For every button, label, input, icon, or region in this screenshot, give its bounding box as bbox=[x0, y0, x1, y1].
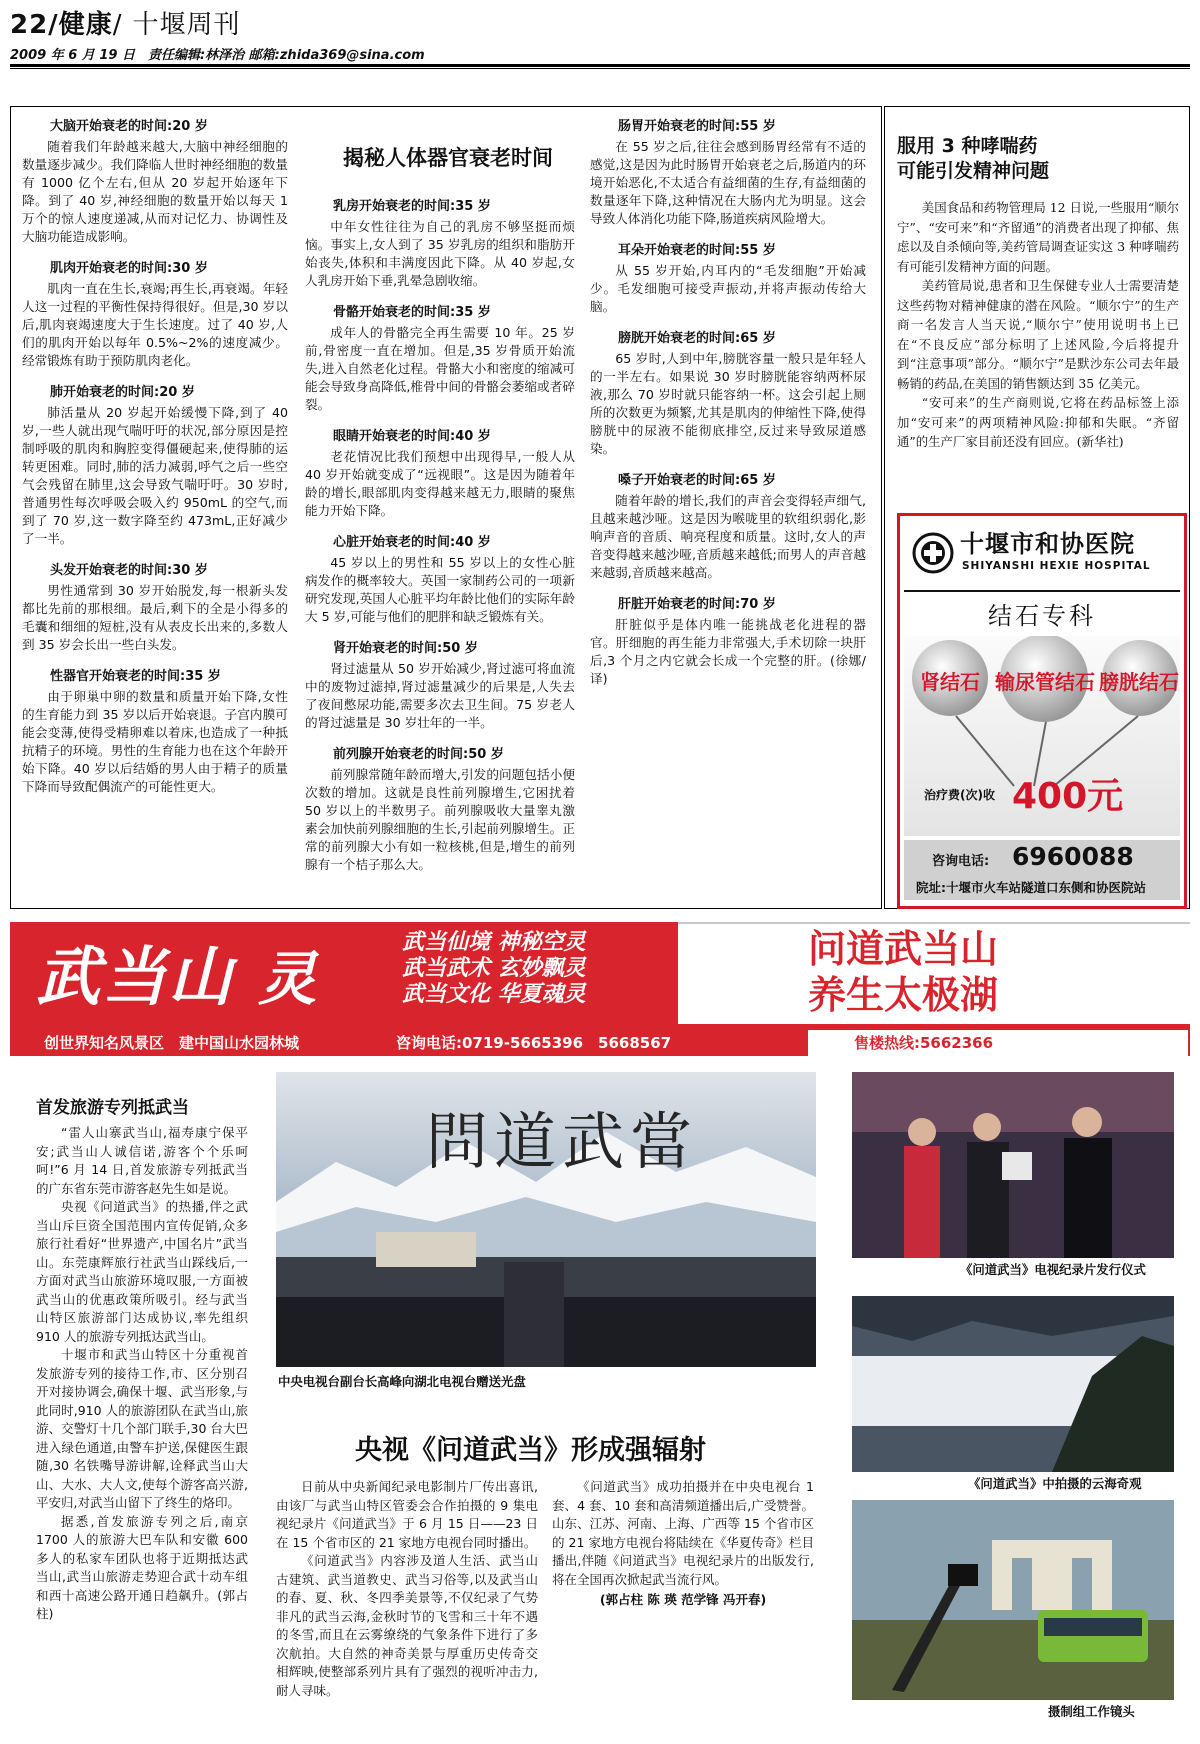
department-title: 结石专科 bbox=[988, 602, 1096, 630]
side-title-line-1: 服用 3 种哮喘药 bbox=[897, 135, 1038, 157]
hospital-name-en: SHIYANSHI HEXIE HOSPITAL bbox=[962, 560, 1151, 572]
ad-visual bbox=[904, 636, 1180, 836]
section-text: 随着年龄的增长,我们的声音会变得轻声细气,且越来越沙哑。这是因为喉咙里的软组织弱化,影响声音的音质、响亮程度和质量。这时,女人的声音变得越来越沙哑,音质越来越低;而男人的声音越来越弱,音质越来越高。 bbox=[590, 493, 866, 580]
hotline-strip bbox=[808, 1030, 1188, 1056]
tel-number: 6960088 bbox=[1012, 842, 1134, 871]
section-heading: 骨骼开始衰老的时间:35 岁 bbox=[333, 305, 491, 320]
launch-ceremony-photo bbox=[852, 1072, 1174, 1258]
sea-of-clouds-art bbox=[852, 1296, 1174, 1472]
section-text: 成年人的骨骼完全再生需要 10 年。25 岁前,骨密度一直在增加。但是,35 岁骨质开始流失,进入自然老化过程。骨骼大小和密度的缩减可能会导致身高降低,椎骨中间的骨骼会萎缩或者碎裂。 bbox=[305, 325, 575, 412]
section-text: 肾过滤量从 50 岁开始减少,肾过滤可将血流中的废物过滤掉,肾过滤量减少的后果是,人失去了夜间憋尿功能,需要多次去卫生间。75 岁老人的肾过滤量是 30 岁壮年的一半。 bbox=[305, 661, 575, 730]
story1-body bbox=[36, 1124, 248, 1724]
section-text: 在 55 岁之后,往往会感到肠胃经常有不适的感觉,这是因为此时肠胃开始衰老之后,肠道内的环境开始恶化,不太适合有益细菌的生存,有益细菌的数量逐年下降,这种情况在大肠内尤为明显。这会导致人体消化功能下降,肠道疾病风险增大。 bbox=[590, 139, 866, 226]
story2-col2 bbox=[552, 1478, 814, 1724]
fee-amount: 400元 bbox=[1012, 776, 1124, 817]
section-heading: 心脏开始衰老的时间:40 岁 bbox=[333, 535, 491, 550]
conference-photo bbox=[276, 1072, 816, 1367]
section-heading: 眼睛开始衰老的时间:40 岁 bbox=[333, 429, 491, 444]
banner-brand-ling: 灵 bbox=[258, 945, 319, 1013]
section-text: 中年女性往往为自己的乳房不够坚挺而烦恼。事实上,女人到了 35 岁乳房的组织和脂肪开始丧失,体积和丰满度因此下降。从 40 岁起,女人乳房开始下垂,乳晕急剧收缩。 bbox=[305, 219, 575, 288]
section-heading: 前列腺开始衰老的时间:50 岁 bbox=[333, 747, 504, 762]
section-heading: 肾开始衰老的时间:50 岁 bbox=[333, 641, 478, 656]
clouds-caption: 《问道武当》中拍摄的云海奇观 bbox=[968, 1476, 1142, 1491]
story1-para-4: 据悉,首发旅游专列之后,南京 1700 人的旅游大巴车队和安徽 600 多人的私家车团队也将于近期抵达武当山,武当山旅游走势迎合武十动车组和西十高速公路开通日趋飙升。(郭占柱) bbox=[36, 1513, 248, 1621]
film-crew-art bbox=[852, 1500, 1174, 1700]
section-heading: 肌肉开始衰老的时间:30 岁 bbox=[50, 261, 208, 276]
launch-caption: 《问道武当》电视纪录片发行仪式 bbox=[960, 1262, 1146, 1277]
bubble-kidney: 肾结石 bbox=[920, 670, 980, 694]
article-column-2 bbox=[305, 198, 575, 898]
story2-para-2: 《问道武当》内容涉及道人生活、武当山古建筑、武当道教史、武当习俗等,以及武当山的春、夏、秋、冬四季美景等,不仅纪录了气势非凡的武当云海,金秋时节的飞雪和三十年不遇的冬雪,而且在云雾缭绕的气象条件下进行了多次航拍。大自然的神奇美景与厚重历史传奇交相辉映,使整部系列片具有了强烈的视听冲击力,耐人寻味。 bbox=[276, 1553, 538, 1698]
section-text: 肌肉一直在生长,衰竭;再生长,再衰竭。年轻人这一过程的平衡性保持得很好。但是,30 岁以后,肌肉衰竭速度大于生长速度。过了 40 岁,人们的肌肉开始以每年 0.5%~2%的速度减少。经常锻炼有助于预防肌肉老化。 bbox=[22, 281, 288, 368]
banner-slogans bbox=[402, 930, 672, 1008]
section-text: 65 岁时,人到中年,膀胱容量一般只是年轻人的一半左右。如果说 30 岁时膀胱能容纳两杯尿液,那么 70 岁时就只能容纳一杯。这会引起上厕所的次数更为频繁,尤其是肌肉的伸缩性下降,使得膀胱中的尿液不能彻底排空,反过来导致尿道感染。 bbox=[590, 351, 866, 456]
conference-caption: 中央电视台副台长高峰向湖北电视台赠送光盘 bbox=[278, 1374, 526, 1389]
fee-label: 治疗费(次)收 bbox=[924, 788, 995, 802]
sea-of-clouds-photo bbox=[852, 1296, 1174, 1472]
realestate-line-1: 问道武当山 bbox=[808, 927, 999, 971]
article-column-1 bbox=[22, 118, 288, 898]
side-title-line-2: 可能引发精神问题 bbox=[897, 160, 1050, 182]
masthead-sep: / bbox=[112, 10, 123, 40]
section-heading: 肠胃开始衰老的时间:55 岁 bbox=[618, 119, 776, 134]
page-number: 22/ bbox=[10, 10, 59, 40]
section-heading: 膀胱开始衰老的时间:65 岁 bbox=[618, 331, 776, 346]
photo-calligraphy: 問道武當 bbox=[426, 1105, 699, 1178]
film-crew-caption: 摄制组工作镜头 bbox=[1048, 1704, 1135, 1719]
section-heading: 肺开始衰老的时间:20 岁 bbox=[50, 385, 195, 400]
section-text: 肺活量从 20 岁起开始缓慢下降,到了 40 岁,一些人就出现气喘吁吁的状况,部分原因是控制呼吸的肌肉和胸腔变得僵硬起来,使得肺的运转更困难。同时,肺的活力减弱,呼气之后一些空气会残留在肺里,这会导致气喘吁吁。30 岁时,普通男性每次呼吸会吸入约 950mL 的空气,而到了 70 岁,这一数字降至约 473mL,正好减少了一半。 bbox=[22, 405, 288, 546]
story1-para-3: 十堰市和武当山特区十分重视首发旅游专列的接待工作,市、区分别召开对接协调会,确保十堰、武当形象,与此同时,910 人的旅游团队在武当山,旅游、交警灯十几个部门联手,30 台大巴进入绿色通道,由警车护送,保健医生跟随,30 名铁嘴导游讲解,诠释武当山大山、大水、大人文,使每个游客高兴游,平安归,对武当山留下了终生的烙印。 bbox=[36, 1347, 248, 1510]
section-name: 健康 bbox=[58, 10, 113, 40]
slogan-3: 武当文化 华夏魂灵 bbox=[402, 982, 586, 1007]
section-text: 从 55 岁开始,内耳内的“毛发细胞”开始减少。毛发细胞可接受声振动,并将声振动传给大脑。 bbox=[590, 263, 866, 314]
section-heading: 大脑开始衰老的时间:20 岁 bbox=[50, 119, 208, 134]
hospital-address: 院址:十堰市火车站隧道口东侧和协医院站 bbox=[916, 880, 1146, 895]
film-crew-photo bbox=[852, 1500, 1174, 1700]
section-heading: 头发开始衰老的时间:30 岁 bbox=[50, 563, 208, 578]
section-text: 前列腺常随年龄而增大,引发的问题包括小便次数的增加。这就是良性前列腺增生,它困扰着 50 岁以上的半数男子。前列腺吸收大量睾丸激素会加快前列腺细胞的生长,引起前列腺增生。正常的前列腺大小有如一粒核桃,但是,增生的前列腺有一个桔子那么大。 bbox=[305, 767, 575, 872]
slogan-1: 武当仙境 神秘空灵 bbox=[402, 930, 586, 955]
paper-name: 十堰周刊 bbox=[132, 10, 241, 40]
section-heading: 嗓子开始衰老的时间:65 岁 bbox=[618, 473, 776, 488]
story1-title: 首发旅游专列抵武当 bbox=[36, 1098, 189, 1118]
story1-para-2: 央视《问道武当》的热播,伴之武当山斥巨资全国范围内宣传促销,众多旅行社看好“世界遗产,中国名片”武当山。东莞康辉旅行社武当山踩线后,一方面对武当山旅游环境叹服,一方面被武当山的优惠政策所吸引。经与武当山特区旅游部门达成协议,率先组织 910 人的旅游专列抵达武当山。 bbox=[36, 1199, 248, 1344]
ad-contact bbox=[904, 840, 1180, 900]
story2-col1 bbox=[276, 1478, 538, 1724]
header-rule bbox=[10, 64, 1190, 67]
story2-para-1: 日前从中央新闻纪录电影制片厂传出喜讯,由该厂与武当山特区管委会合作拍摄的 9 集电视纪录片《问道武当》于 6 月 15 日——23 日在 15 个省市区的 21 家地方电视台同时播出。 bbox=[276, 1479, 538, 1550]
dateline: 2009 年 6 月 19 日 责任编辑:林泽治 邮箱:zhida369@sina.com bbox=[10, 48, 425, 63]
side-news-body bbox=[897, 198, 1179, 504]
realestate-slogan bbox=[808, 926, 998, 1018]
banner-brand bbox=[36, 926, 318, 1018]
story2-byline: (郭占柱 陈 瑛 范学锋 冯开春) bbox=[599, 1592, 767, 1607]
masthead bbox=[10, 4, 241, 41]
side-news-title bbox=[897, 134, 1177, 184]
hospital-name: 十堰市和协医院 bbox=[960, 529, 1135, 558]
side-para-3: “安可来”的生产商则说,它将在药品标签上添加“安可来”的两项精神风险:抑郁和失眠。“齐留通”的生产厂家目前还没有回应。(新华社) bbox=[897, 395, 1179, 449]
section-text: 45 岁以上的男性和 55 岁以上的女性心脏病发作的概率较大。英国一家制药公司的一项新研究发现,英国人心脏平均年龄比他们的实际年龄大 5 岁,可能与他们的肥胖和缺乏锻炼有关。 bbox=[305, 555, 575, 624]
section-heading: 性器官开始衰老的时间:35 岁 bbox=[50, 669, 221, 684]
banner-tel: 咨询电话:0719-5665396 5668567 bbox=[396, 1034, 672, 1052]
story2-title: 央视《问道武当》形成强辐射 bbox=[355, 1435, 706, 1466]
side-para-1: 美国食品和药物管理局 12 日说,一些服用“顺尔宁”、“安可来”和“齐留通”的消费者出现了抑郁、焦虑以及自杀倾向等,美药管局调查证实这 3 种哮喘药有可能引发精神方面的问题。 bbox=[897, 200, 1179, 274]
section-heading: 乳房开始衰老的时间:35 岁 bbox=[333, 199, 491, 214]
story1-para-1: “雷人山寨武当山,福寿康宁保平安;武当山人诚信诺,游客个个乐呵呵!”6 月 14 日,首发旅游专列抵武当的广东省东莞市游客赵先生如是说。 bbox=[36, 1125, 248, 1196]
section-text: 肝脏似乎是体内唯一能挑战老化进程的器官。肝细胞的再生能力非常强大,手术切除一块肝后,3 个月之内它就会长成一个完整的肝。(徐娜/译) bbox=[590, 617, 866, 686]
tel-label: 咨询电话: bbox=[932, 854, 990, 869]
realestate-line-2: 养生太极湖 bbox=[808, 973, 999, 1017]
launch-ceremony-art bbox=[852, 1072, 1174, 1258]
section-text: 男性通常到 30 岁开始脱发,每一根新头发都比先前的那根细。最后,剩下的全是小得多的毛囊和细细的短桩,没有从表皮长出来的,多数人到 35 岁会长出一些白头发。 bbox=[22, 583, 288, 652]
hospital-header bbox=[904, 520, 1180, 592]
side-para-2: 美药管局说,患者和卫生保健专业人士需要清楚这些药物对精神健康的潜在风险。“顺尔宁”的生产商一名发言人当天说,“顺尔宁”使用说明书上已在“不良反应”部分标明了上述风险,今后将提升到“注意事项”部分。“顺尔宁”是默沙东公司去年最畅销的药品,在美国的销售额达到 35 亿美元。 bbox=[897, 278, 1179, 391]
hospital-ad bbox=[897, 513, 1187, 909]
section-text: 老花情况比我们预想中出现得早,一般人从 40 岁开始就变成了“远视眼”。这是因为随着年龄的增长,眼部肌肉变得越来越无力,眼睛的聚焦能力开始下降。 bbox=[305, 449, 575, 518]
article-title: 揭秘人体器官衰老时间 bbox=[343, 146, 553, 170]
sales-hotline: 售楼热线:5662366 bbox=[854, 1034, 994, 1052]
header-rule-thin bbox=[10, 68, 1190, 69]
section-heading: 耳朵开始衰老的时间:55 岁 bbox=[618, 243, 776, 258]
slogan-2: 武当武术 玄妙飘灵 bbox=[402, 956, 586, 981]
banner-brand-text: 武当山 bbox=[36, 940, 234, 1015]
section-heading: 肝脏开始衰老的时间:70 岁 bbox=[618, 597, 776, 612]
bubble-bladder: 膀胱结石 bbox=[1099, 670, 1179, 694]
article-column-3 bbox=[590, 118, 866, 898]
bubble-ureter: 输尿管结石 bbox=[995, 670, 1095, 694]
story2-para-3: 《问道武当》成功拍摄并在中央电视台 1 套、4 套、10 套和高清频道播出后,广受赞誉。山东、江苏、河南、上海、广西等 15 个省市区的 21 家地方电视台将陆续在《华夏传奇》栏目播出,伴随《问道武当》电视纪录片的出版发行,将在全国再次掀起武当流行风。 bbox=[552, 1479, 814, 1587]
banner-motto: 创世界知名风景区 建中国山水园林城 bbox=[44, 1034, 300, 1052]
hospital-logo-icon bbox=[912, 532, 954, 574]
section-text: 由于卵巢中卵的数量和质量开始下降,女性的生育能力到 35 岁以后开始衰退。子宫内膜可能会变薄,使得受精卵难以着床,也造成了一种抵抗精子的环境。男性的生育能力也在这个年龄开始下降。40 岁以后结婚的男人由于精子的质量下降而导致配偶流产的可能性更大。 bbox=[22, 689, 288, 794]
section-text: 随着我们年龄越来越大,大脑中神经细胞的数量逐步减少。我们降临人世时神经细胞的数量有 1000 亿个左右,但从 20 岁起开始逐年下降。到了 40 岁,神经细胞的数量开始以每天 1 万个的惊人速度递减,从而对记忆力、协调性及大脑功能造成影响。 bbox=[22, 139, 288, 244]
